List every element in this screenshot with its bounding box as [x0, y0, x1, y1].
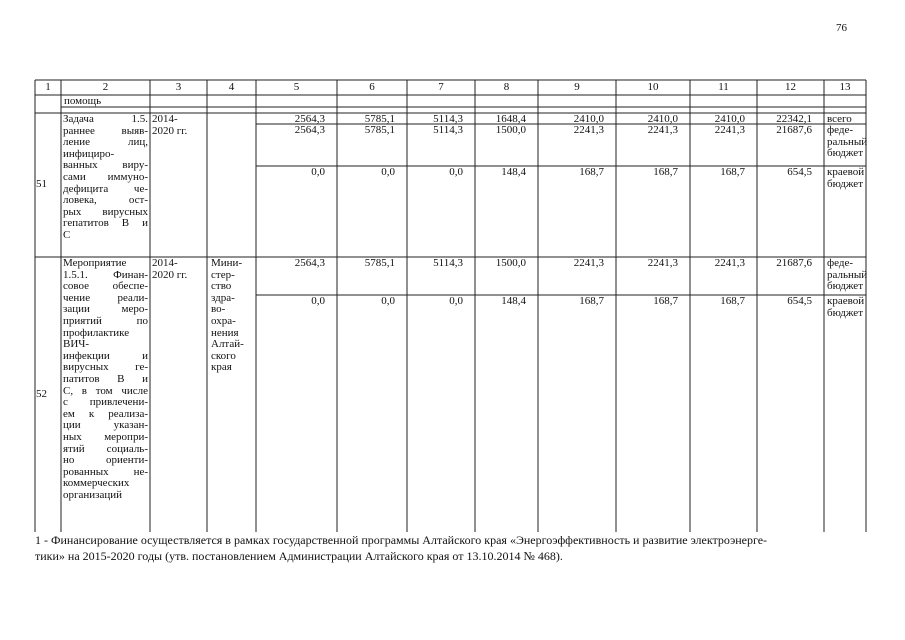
value-51-1-10: 2241,3: [647, 124, 678, 136]
value-51-2-6: 0,0: [381, 166, 395, 178]
value-52-1-12: 654,5: [787, 295, 812, 307]
row-number-52: 52: [36, 387, 47, 400]
value-52-0-8: 1500,0: [495, 257, 526, 269]
value-51-2-9: 168,7: [579, 166, 604, 178]
column-number-1: 1: [45, 81, 51, 93]
value-51-0-9: 2410,0: [573, 113, 604, 125]
value-51-1-6: 5785,1: [364, 124, 395, 136]
row-period-52: 2014- 2020 гг.: [152, 257, 188, 281]
value-52-0-9: 2241,3: [573, 257, 604, 269]
column-number-13: 13: [839, 81, 851, 93]
column-number-10: 10: [647, 81, 659, 93]
value-51-2-8: 148,4: [501, 166, 526, 178]
value-51-1-8: 1500,0: [495, 124, 526, 136]
value-52-0-11: 2241,3: [714, 257, 745, 269]
value-52-1-10: 168,7: [653, 295, 678, 307]
column-number-7: 7: [438, 81, 444, 93]
column-number-2: 2: [102, 81, 109, 93]
column-number-11: 11: [718, 81, 729, 93]
funding-source-52-1: краевой бюджет: [827, 295, 865, 319]
continued-label: помощь: [64, 95, 102, 107]
value-52-1-9: 168,7: [579, 295, 604, 307]
row-number-51: 51: [36, 178, 47, 190]
value-51-0-7: 5114,3: [433, 113, 463, 125]
page-number: 76: [836, 22, 847, 34]
value-52-1-7: 0,0: [449, 295, 463, 307]
value-51-0-12: 22342,1: [776, 113, 812, 125]
funding-source-51-0: всего: [827, 113, 852, 125]
column-number-5: 5: [293, 81, 300, 93]
row-name-51: Задача 1.5. раннее выяв- ление лиц, инфициро- ванных виру- сами иммуно- дефицита че- ловека, ост- рых вирусных гепатитов В и С: [63, 113, 148, 241]
value-52-1-6: 0,0: [381, 295, 395, 307]
column-number-8: 8: [503, 81, 510, 93]
value-52-1-11: 168,7: [720, 295, 745, 307]
value-52-0-10: 2241,3: [647, 257, 678, 269]
value-51-1-7: 5114,3: [433, 124, 463, 136]
footnote: 1 - Финансирование осуществляется в рамках государственной программы Алтайского края «Энергоэффективность и развитие электроэнерге- тики» на 2015-2020 годы (утв. постановлением Администрации Алтайского края от 13.10.2014 № 468).: [35, 533, 768, 563]
row-executor-52: Мини- стер- ство здра- во- охра- нения Алтай- ского края: [211, 257, 244, 374]
value-51-0-11: 2410,0: [714, 113, 745, 125]
funding-source-51-2: краевой бюджет: [827, 166, 865, 190]
value-52-1-8: 148,4: [501, 295, 526, 307]
funding-source-51-1: феде- ральный бюджет: [827, 124, 868, 160]
value-51-1-9: 2241,3: [573, 124, 604, 136]
value-51-2-12: 654,5: [787, 166, 812, 178]
value-52-0-12: 21687,6: [776, 257, 812, 269]
value-51-2-7: 0,0: [449, 166, 463, 178]
column-number-4: 4: [228, 81, 235, 93]
column-number-9: 9: [574, 81, 580, 93]
value-51-2-11: 168,7: [720, 166, 745, 178]
column-number-12: 12: [785, 81, 796, 93]
row-period-51: 2014- 2020 гг.: [152, 113, 188, 137]
value-51-0-6: 5785,1: [364, 113, 395, 125]
value-52-0-6: 5785,1: [364, 257, 395, 269]
value-51-2-10: 168,7: [653, 166, 678, 178]
value-52-1-5: 0,0: [311, 295, 325, 307]
value-52-0-7: 5114,3: [433, 257, 463, 269]
value-51-0-5: 2564,3: [294, 113, 325, 125]
value-51-1-12: 21687,6: [776, 124, 812, 136]
value-51-0-10: 2410,0: [647, 113, 678, 125]
value-51-0-8: 1648,4: [495, 113, 526, 125]
funding-source-52-0: феде- ральный бюджет: [827, 257, 868, 293]
value-51-1-5: 2564,3: [294, 124, 325, 136]
row-name-52: Мероприятие 1.5.1. Финан- совое обеспе- чение реали- зации меро- приятий по профилактике ВИЧ- инфекции и вирусных ге- патитов В и С, в том числе с привлечени- ем к реализа- ции указан- ных меропри- ятий социаль- но ориенти- рованных не- коммерческих организаций: [63, 257, 148, 501]
column-number-3: 3: [175, 81, 182, 93]
value-52-0-5: 2564,3: [294, 257, 325, 269]
column-number-6: 6: [369, 81, 375, 93]
value-51-2-5: 0,0: [311, 166, 325, 178]
value-51-1-11: 2241,3: [714, 124, 745, 136]
